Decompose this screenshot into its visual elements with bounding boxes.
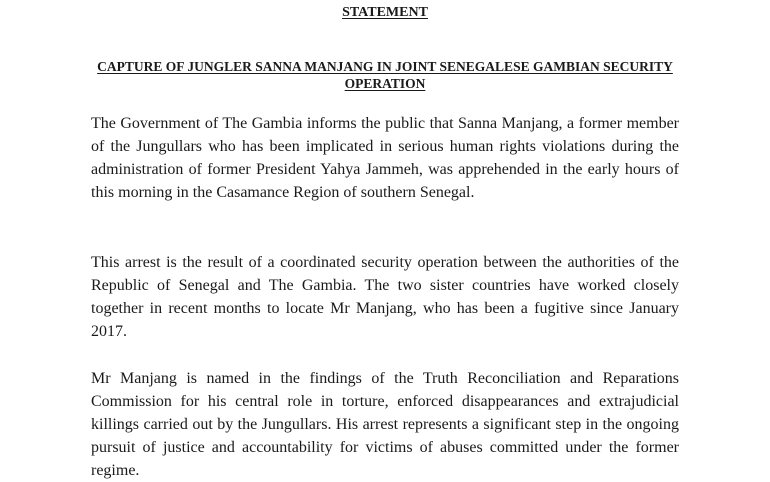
document-label: STATEMENT bbox=[342, 5, 428, 20]
paragraph-1: The Government of The Gambia informs the public that Sanna Manjang, a former member of the Jungullars who has been implicated in serious human rights violations during the administration of former President Yahya Jammeh, was apprehended in the early hours of this morning in the Casamance Region of southern Senegal. bbox=[91, 115, 679, 201]
paragraph-3: Mr Manjang is named in the findings of the Truth Reconciliation and Reparations Commission for his central role in torture, enforced disappearances and extrajudicial killings carried out by the Jungullars. His arrest represents a significant step in the ongoing pursuit of justice and accountability for victims of abuses committed under the former regime. bbox=[91, 370, 679, 479]
paragraph-2: This arrest is the result of a coordinated security operation between the authorities of the Republic of Senegal and The Gambia. The two sister countries have worked closely together in recent months to locate Mr Manjang, who has been a fugitive since January 2017. bbox=[91, 254, 679, 340]
document-title: CAPTURE OF JUNGLER SANNA MANJANG IN JOINT SENEGALESE GAMBIAN SECURITY OPERATION bbox=[97, 59, 673, 91]
